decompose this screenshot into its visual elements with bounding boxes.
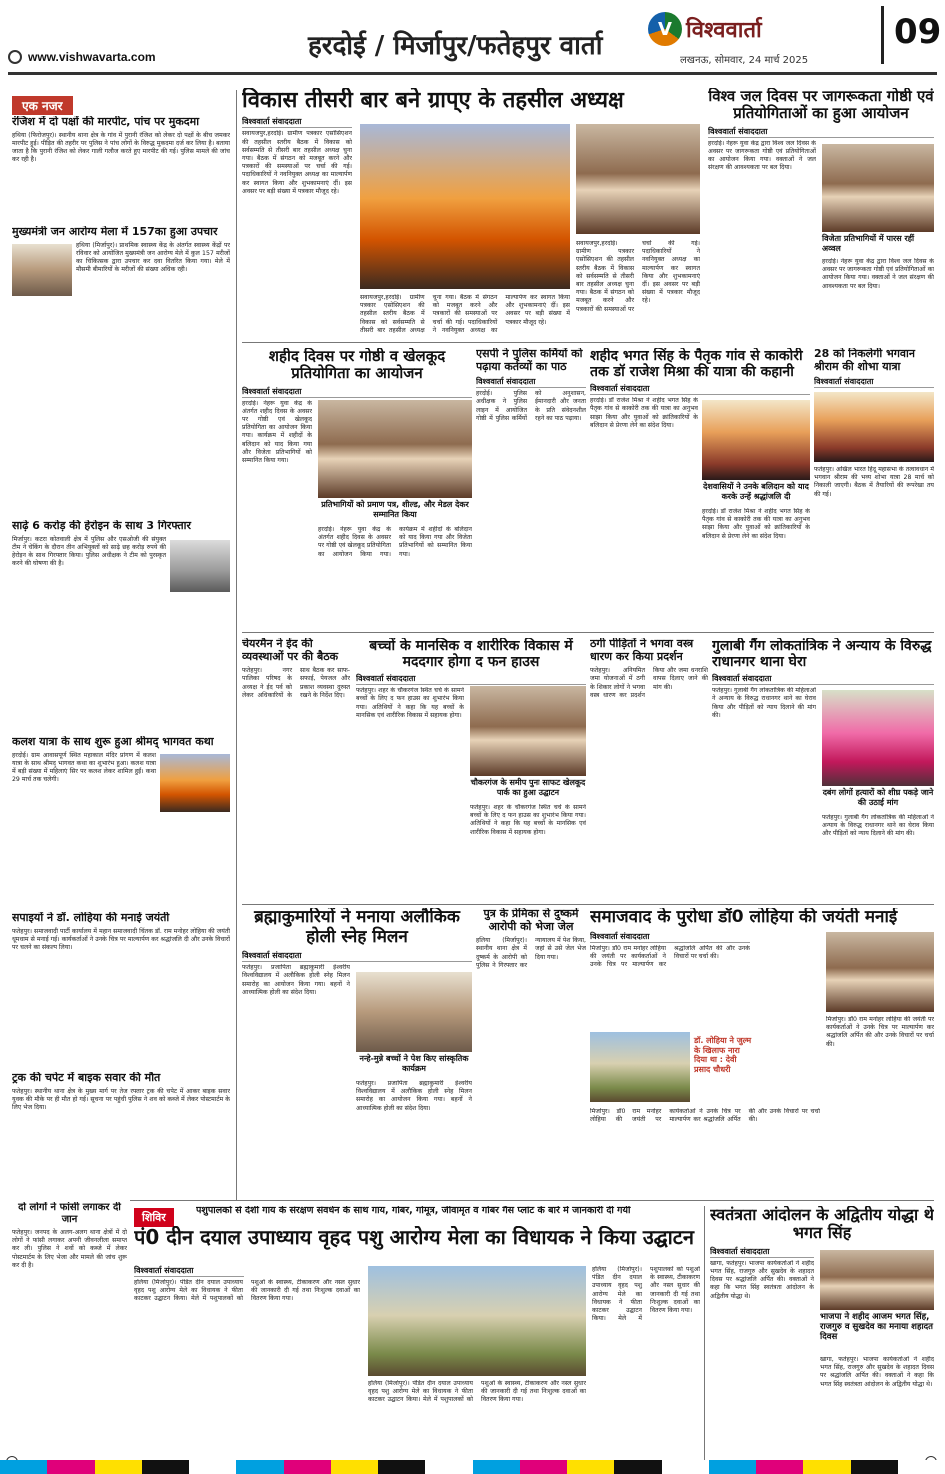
shivir-photo (368, 1266, 586, 1376)
brief-body: हरदोई। ग्राम आवासपूर्ण स्थित महाकाल मंदिर प्रांगण में कलश यात्रा के साथ श्रीमद् भागवत कथा का शुभारंभ हुआ। कलश यात्रा में बड़ी संख्या में महिलाएं सिर पर कलश लेकर शामिल हुईं। कथा 29 मार्च तक चलेगी। (12, 751, 156, 784)
shivir-article (134, 1262, 700, 1462)
article-photo (702, 400, 810, 480)
article-quote: भाजपा ने शहीद आजम भगत सिंह, राजगुरु व सुखदेव का मनाया शहादत दिवस (820, 1312, 934, 1343)
masthead-rule (8, 72, 937, 75)
column-divider (236, 90, 237, 1200)
shivir-headline: पं0 दीन दयाल उपाध्याय वृहद पशु आरोग्य मेला का विधायक ने किया उद्घाटन (134, 1226, 694, 1249)
shivir-headline-box (134, 1226, 700, 1262)
article-headline: शहीद दिवस पर गोष्ठी व खेलकूद प्रतियोगिता का आयोजन (268, 348, 446, 383)
edition-date: लखनऊ, सोमवार, 24 मार्च 2025 (680, 55, 809, 66)
article-headline: शहीद भगत सिंह के पैतृक गांव से काकोरी तक डॉ राजेश मिश्रा की यात्रा की कहानी (590, 348, 803, 381)
article-body: फतेहपुर। नगर पालिका परिषद के अध्यक्ष ने ईद पर्व को लेकर अधिकारियों के साथ बैठक कर साफ-सफाई, पेयजल और प्रकाश व्यवस्था दुरुस्त रखने के निर्देश दिए। (242, 667, 350, 699)
article-photo-caption: डॉ. लोहिया ने जुल्म के खिलाफ नारा दिया था : देवी प्रसाद चौधरी (694, 1036, 752, 1074)
brief-lohia-sapa (12, 912, 230, 1067)
article-headline: बच्चों के मानसिक व शारीरिक विकास में मददगार होगा द फन हाउस (369, 638, 573, 671)
article-headline: 28 को निकलेगी भगवान श्रीराम की शोभा यात्रा (814, 348, 915, 373)
article-body: फतेहपुर। प्रजापिता ब्रह्माकुमारी ईश्वरीय विश्वविद्यालय में अलौकिक होली स्नेह मिलन समारोह का आयोजन किया गया। बहनों ने आध्यात्मिक होली का संदेश दिया। (242, 964, 350, 996)
article-brahmakumari (242, 908, 472, 1198)
article-headline: विश्व जल दिवस पर जागरूकता गोष्ठी एवं प्रतियोगिताओं का हुआ आयोजन (708, 88, 934, 123)
article-headline: एसपी ने पुलिस कर्मियों को पढ़ाया कर्तव्यों का पाठ (476, 348, 583, 373)
article-byline: विश्ववार्ता संवाददाता (590, 931, 750, 943)
article-byline: विश्ववार्ता संवाददाता (710, 1246, 814, 1258)
article-photo (356, 972, 472, 1052)
article-headline: गुलाबी गैंग लोकतांत्रिक ने अन्याय के विरुद्ध राधानगर थाना घेरा (712, 638, 932, 671)
article-body: हरदोई। डॉ राजेश मिश्रा ने शहीद भगत सिंह के पैतृक गांव से काकोरी तक की यात्रा का अनुभव साझा किया और युवाओं को क्रांतिकारियों के बलिदान से प्रेरणा लेने का संदेश दिया। (590, 397, 698, 429)
article-body: खागा, फतेहपुर। भाजपा कार्यकर्ताओं ने शहीद भगत सिंह, राजगुरु और सुखदेव के शहादत दिवस पर श्रद्धांजलि अर्पित की। वक्ताओं ने कहा कि भगत सिंह स्वतंत्रता आंदोलन के अद्वितीय योद्धा थे। (710, 1259, 814, 1300)
article-body: हरदोई। पुलिस अधीक्षक ने पुलिस लाइन में आयोजित गोष्ठी में पुलिस कर्मियों को अनुशासन, ईमानदारी और जनता के प्रति संवेदनशील रहने का पाठ पढ़ाया। (476, 390, 586, 422)
lead-headline: विकास तीसरी बार बने ग्राप्ए के तहसील अध्यक्ष (242, 88, 624, 113)
article-photo-caption: नन्हे-मुन्ने बच्चों ने पेश किए सांस्कृतिक कार्यक्रम (359, 1054, 469, 1073)
article-body-cont: हरदोई। नेहरू युवा केंद्र द्वारा विश्व जल दिवस के अवसर पर जागरूकता गोष्ठी एवं प्रतियोगिताओं का आयोजन किया गया। वक्ताओं ने जल संरक्षण की आवश्यकता पर बल दिया। (822, 258, 934, 290)
column-divider (704, 1206, 705, 1462)
article-fun-house (356, 638, 586, 900)
brief-headline: मुख्यमंत्री जन आरोग्य मेला में 157का हुआ उपचार (12, 226, 218, 238)
article-shobha-yatra (814, 348, 934, 628)
article-bhagat-singh-gaon (590, 348, 810, 628)
article-photo-caption: देशवासियों ने उनके बलिदान को याद करके उन्हें श्रद्धांजलि दी (703, 482, 809, 501)
brief-photo (170, 540, 230, 592)
lead-photo-main (360, 124, 570, 289)
lead-byline: विश्ववार्ता संवाददाता (242, 116, 352, 128)
article-headline: ठगी पीड़ितों ने भगवा वस्त्र धारण कर किया प्रदर्शन (590, 638, 694, 663)
lead-body-col3: सवायजपुर,हरदोई। ग्रामीण पत्रकार एसोसिएशन की तहसील स्तरीय बैठक में विकास को सर्वसम्मति से तीसरी बार तहसील अध्यक्ष चुना गया। बैठक में संगठन को मजबूत करने और पत्रकारों की समस्याओं पर चर्चा की गई। पदाधिकारियों ने नवनियुक्त अध्यक्ष का माल्यार्पण कर स्वागत किया और शुभकामनाएं दीं। इस अवसर पर बड़ी संख्या में पत्रकार मौजूद रहे। (360, 294, 570, 334)
article-byline: विश्ववार्ता संवाददाता (356, 673, 586, 685)
globe-icon (8, 50, 22, 64)
brief-body: फतेहपुर। समाजवादी पार्टी कार्यालय में महान समाजवादी चिंतक डॉ. राम मनोहर लोहिया की जयंती धूमधाम से मनाई गई। कार्यकर्ताओं ने उनके चित्र पर माल्यार्पण कर श्रद्धांजलि दी और उनके विचारों पर चलने का संकल्प लिया। (12, 927, 230, 952)
article-headline: चेयरमैन ने ईद की व्यवस्थाओं पर की बैठक (242, 638, 339, 663)
brand-logo (648, 12, 762, 46)
article-shaheed-goshthi (242, 348, 472, 628)
brief-truck-accident (12, 1072, 230, 1192)
lead-body-col1: सवायजपुर,हरदोई। ग्रामीण पत्रकार एसोसिएशन की तहसील स्तरीय बैठक में विकास को सर्वसम्मति से तीसरी बार तहसील अध्यक्ष चुना गया। बैठक में संगठन को मजबूत करने और पत्रकारों की समस्याओं पर चर्चा की गई। पदाधिकारियों ने नवनियुक्त अध्यक्ष का माल्यार्पण कर स्वागत किया और शुभकामनाएं दीं। इस अवसर पर बड़ी संख्या में पत्रकार मौजूद रहे। (242, 130, 352, 195)
article-body-cont: फतेहपुर। शहर के चौकरगंज स्थित चर्च के सामने बच्चों के लिए द फन हाउस का शुभारंभ किया गया। अतिथियों ने कहा कि यह बच्चों के मानसिक एवं शारीरिक विकास में सहायक होगा। (470, 804, 586, 836)
article-photo-caption: विजेता प्रतिभागियों में पारस रहीं अव्वल (822, 234, 915, 253)
article-body-cont: हरदोई। नेहरू युवा केंद्र के अंतर्गत शहीद दिवस के अवसर पर गोष्ठी एवं खेलकूद प्रतियोगिता का आयोजन किया गया। कार्यक्रम में शहीदों के बलिदान को याद किया गया और विजेता प्रतिभागियों को सम्मानित किया गया। (318, 526, 472, 558)
article-byline: विश्ववार्ता संवाददाता (814, 376, 934, 388)
article-body-cont: खागा, फतेहपुर। भाजपा कार्यकर्ताओं ने शहीद भगत सिंह, राजगुरु और सुखदेव के शहादत दिवस पर श्रद्धांजलि अर्पित की। वक्ताओं ने कहा कि भगत सिंह स्वतंत्रता आंदोलन के अद्वितीय योद्धा थे। (820, 1356, 934, 1388)
article-body: फतेहपुर। अखिल भारत हिंदू महासभा के तत्वावधान में भगवान श्रीराम की भव्य शोभा यात्रा 28 मार्च को निकाली जाएगी। बैठक में तैयारियों की रूपरेखा तय की गई। (814, 466, 934, 498)
article-body-cont: फतेहपुर। गुलाबी गैंग लोकतांत्रिक की महिलाओं ने अन्याय के विरुद्ध राधानगर थाने का घेराव किया और पीड़ितों को न्याय दिलाने की मांग की। (822, 814, 934, 838)
row-divider (242, 904, 934, 905)
shivir-body-side: हलिया (मिर्जापुर)। पंडित दीन दयाल उपाध्याय वृहद पशु आरोग्य मेले का विधायक ने फीता काटकर उद्घाटन किया। मेले में पशुपालकों को पशुओं के स्वास्थ्य, टीकाकरण और नस्ल सुधार की जानकारी दी गई तथा निःशुल्क दवाओं का वितरण किया गया। (592, 1266, 700, 1323)
page-number: 09 (881, 6, 937, 64)
article-premika (476, 908, 586, 1198)
color-calibration-strip (0, 1460, 945, 1474)
article-byline: विश्ववार्ता संवाददाता (708, 126, 934, 138)
article-gulabi-gang (712, 638, 934, 900)
shivir-body-cont: हलिया (मिर्जापुर)। पंडित दीन दयाल उपाध्याय वृहद पशु आरोग्य मेले का विधायक ने फीता काटकर उद्घाटन किया। मेले में पशुपालकों को पशुओं के स्वास्थ्य, टीकाकरण और नस्ल सुधार की जानकारी दी गई तथा निःशुल्क दवाओं का वितरण किया गया। (368, 1380, 586, 1404)
brief-headline: सपाइयों ने डॉ. लोहिया की मनाई जयंती (12, 912, 170, 924)
article-byline: विश्ववार्ता संवाददाता (590, 383, 810, 395)
lead-article (242, 88, 700, 338)
brief-headline: कलश यात्रा के साथ शुरू हुआ श्रीमद् भागवत कथा (12, 736, 214, 748)
article-body-cont: मिर्जापुर। डॉ0 राम मनोहर लोहिया की जयंती पर कार्यकर्ताओं ने उनके चित्र पर माल्यार्पण कर श्रद्धांजलि अर्पित की और उनके विचारों पर चर्चा की। (590, 1108, 820, 1124)
shivir-strap-text: पशुपालकों से देशी गाय के संरक्षण संवर्धन के साथ गाय, गोबर, गोमूत्र, जीवामृत व गोबर गैस प्लांट के बारे में जानकारी दी गयी (196, 1206, 631, 1216)
article-photo (470, 686, 586, 776)
article-body-cont: फतेहपुर। प्रजापिता ब्रह्माकुमारी ईश्वरीय विश्वविद्यालय में अलौकिक होली स्नेह मिलन समारोह का आयोजन किया गया। बहनों ने आध्यात्मिक होली का संदेश दिया। (356, 1080, 472, 1112)
row-divider (242, 342, 700, 343)
article-headline: पुत्र के प्रेमिका से दुष्कर्म आरोपी को भेजा जेल (483, 908, 579, 933)
article-body: हरदोई। नेहरू युवा केंद्र द्वारा विश्व जल दिवस के अवसर पर जागरूकता गोष्ठी एवं प्रतियोगिताओं का आयोजन किया गया। वक्ताओं ने जल संरक्षण की आवश्यकता पर बल दिया। (708, 139, 816, 172)
shivir-body: हलिया (मिर्जापुर)। पंडित दीन दयाल उपाध्याय वृहद पशु आरोग्य मेले का विधायक ने फीता काटकर उद्घाटन किया। मेले में पशुपालकों को पशुओं के स्वास्थ्य, टीकाकरण और नस्ल सुधार की जानकारी दी गई तथा निःशुल्क दवाओं का वितरण किया गया। (134, 1279, 360, 1303)
article-body-side: मिर्जापुर। डॉ0 राम मनोहर लोहिया की जयंती पर कार्यकर्ताओं ने उनके चित्र पर माल्यार्पण कर श्रद्धांजलि अर्पित की और उनके विचारों पर चर्चा की। (826, 1016, 934, 1048)
row-divider (242, 632, 934, 633)
article-body-cont: हरदोई। डॉ राजेश मिश्रा ने शहीद भगत सिंह के पैतृक गांव से काकोरी तक की यात्रा का अनुभव साझा किया और युवाओं को क्रांतिकारियों के बलिदान से प्रेरणा लेने का संदेश दिया। (702, 508, 810, 540)
article-thagi (590, 638, 708, 900)
brief-phansi (12, 1202, 127, 1457)
article-byline: विश्ववार्ता संवाददाता (712, 673, 934, 685)
brief-photo (160, 754, 230, 812)
article-bhagat-yoddha (710, 1206, 934, 1462)
article-body: हलिया (मिर्जापुर)। स्थानीय थाना क्षेत्र में दुष्कर्म के आरोपी को पुलिस ने गिरफ्तार कर न्यायालय में पेश किया, जहां से उसे जेल भेज दिया गया। (476, 937, 586, 969)
article-body: हरदोई। नेहरू युवा केंद्र के अंतर्गत शहीद दिवस के अवसर पर गोष्ठी एवं खेलकूद प्रतियोगिता का आयोजन किया गया। कार्यक्रम में शहीदों के बलिदान को याद किया गया और विजेता प्रतिभागियों को सम्मानित किया गया। (242, 399, 312, 464)
article-photo-caption: दबंग लोगों हत्यारों को शीघ्र पकड़े जाने की उठाई मांग (822, 788, 934, 807)
article-photo (590, 1032, 690, 1102)
brief-body: हथिया (फिरोजपुर)। स्थानीय थाना क्षेत्र के गांव में पुरानी रंजिश को लेकर दो पक्षों के बीच जमकर मारपीट हुई। पीड़ित की तहरीर पर पुलिस ने पांच लोगों के विरुद्ध मुकदमा दर्ज कर लिया है। बताया जाता है कि पुरानी रंजिश को लेकर गाली गलौज करते हुए मारपीट की गई। पुलिस मामले की जांच कर रही है। (12, 131, 230, 164)
article-headline: समाजवाद के पुरोधा डॉ0 लोहिया की जयंती मनाई (590, 908, 898, 927)
article-body: फतेहपुर। गुलाबी गैंग लोकतांत्रिक की महिलाओं ने अन्याय के विरुद्ध राधानगर थाने का घेराव किया और पीड़ितों को न्याय दिलाने की मांग की। (712, 687, 816, 719)
article-photo (820, 1250, 934, 1310)
article-chairman (242, 638, 350, 900)
article-police-karmi (476, 348, 586, 628)
article-photo (822, 144, 934, 232)
shivir-byline: विश्ववार्ता संवाददाता (134, 1265, 244, 1277)
article-body: फतेहपुर। शहर के चौकरगंज स्थित चर्च के सामने बच्चों के लिए द फन हाउस का शुभारंभ किया गया। अतिथियों ने कहा कि यह बच्चों के मानसिक एवं शारीरिक विकास में सहायक होगा। (356, 687, 464, 719)
article-photo-caption: चौकरगंज के समीप पुनः साफट खेलकूद पार्क का हुआ उद्घाटन (470, 778, 586, 797)
brief-heroin (12, 520, 230, 730)
lead-photo-side (576, 124, 700, 234)
article-photo (822, 690, 934, 786)
shivir-strap (196, 1206, 700, 1226)
brief-headline: रंजिश में दो पक्षों की मारपीट, पांच पर मुकदमा (12, 116, 200, 128)
article-jal-diwas (708, 88, 934, 343)
ek-nazar-tag: एक नजर (12, 96, 73, 115)
brief-body: फतेहपुर। जनपद के अलग-अलग थाना क्षेत्रों में दो लोगों ने फांसी लगाकर अपनी जीवनलीला समाप्त कर ली। पुलिस ने शवों को कब्जे में लेकर पोस्टमार्टम के लिए भेजा और मामले की जांच शुरू कर दी है। (12, 1229, 127, 1269)
logo-v-icon: V (648, 12, 682, 46)
row-divider (130, 1200, 934, 1201)
brief-ranjish (12, 116, 230, 221)
masthead (8, 6, 942, 76)
lead-body-col2: सवायजपुर,हरदोई। ग्रामीण पत्रकार एसोसिएशन की तहसील स्तरीय बैठक में विकास को सर्वसम्मति से तीसरी बार तहसील अध्यक्ष चुना गया। बैठक में संगठन को मजबूत करने और पत्रकारों की समस्याओं पर चर्चा की गई। पदाधिकारियों ने नवनियुक्त अध्यक्ष का माल्यार्पण कर स्वागत किया और शुभकामनाएं दीं। इस अवसर पर बड़ी संख्या में पत्रकार मौजूद रहे। (576, 240, 700, 313)
section-title: हरदोई / मिर्जापुर/फतेहपुर वार्ता (308, 31, 603, 61)
logo-text: विश्ववार्ता (686, 18, 762, 43)
article-headline: स्वतंत्रता आंदोलन के अद्वितीय योद्धा थे भगत सिंह (710, 1206, 934, 1243)
brief-headline: ट्रक की चपेट में बाइक सवार की मौत (12, 1072, 161, 1084)
brief-headline: दो लोगों ने फांसी लगाकर दी जान (18, 1202, 121, 1225)
article-byline: विश्ववार्ता संवाददाता (242, 950, 472, 962)
article-photo (814, 392, 934, 462)
article-body: मिर्जापुर। डॉ0 राम मनोहर लोहिया की जयंती पर कार्यकर्ताओं ने उनके चित्र पर माल्यार्पण कर श्रद्धांजलि अर्पित की और उनके विचारों पर चर्चा की। (590, 944, 750, 968)
brief-body: फतेहपुर। स्थानीय थाना क्षेत्र के मुख्य मार्ग पर तेज रफ्तार ट्रक की चपेट में आकर बाइक सवार युवक की मौके पर ही मौत हो गई। सूचना पर पहुंची पुलिस ने शव को कब्जे में लेकर पोस्टमार्टम के लिए भेज दिया। (12, 1087, 230, 1112)
brief-body: मिर्जापुर। कटरा कोतवाली क्षेत्र में पुलिस और एसओजी की संयुक्त टीम ने चेकिंग के दौरान तीन अभियुक्तों को साढ़े छह करोड़ रुपये की हेरोइन के साथ गिरफ्तार किया। पुलिस अधीक्षक ने टीम को पुरस्कृत करने की घोषणा की है। (12, 535, 166, 568)
website-url: www.vishwavarta.com (28, 50, 156, 64)
brief-headline: साढ़े 6 करोड़ की हेरोइन के साथ 3 गिरफ्तार (12, 520, 191, 532)
shivir-tag: शिविर (134, 1208, 174, 1227)
website-link[interactable] (8, 50, 156, 64)
article-photo-2 (826, 932, 934, 1012)
brief-photo (12, 244, 72, 296)
article-byline: विश्ववार्ता संवाददाता (476, 376, 586, 388)
brief-body: हथिया (मिर्जापुर)। प्राथमिक स्वास्थ्य केंद्र के अंतर्गत स्वास्थ्य केंद्रों पर रविवार को आयोजित मुख्यमंत्री जन आरोग्य मेले में कुल 157 मरीजों का चिकित्सक द्वारा उपचार कर दवा वितरित किया गया। मेले में मौसमी बीमारियों के मरीजों की संख्या अधिक रही। (76, 241, 230, 274)
article-byline: विश्ववार्ता संवाददाता (242, 386, 472, 398)
article-lohia-jayanti (590, 908, 934, 1198)
brief-arogya-mela (12, 226, 230, 516)
article-body: फतेहपुर। अनियमित जमा योजनाओं में ठगी के शिकार लोगों ने भगवा वस्त्र धारण कर प्रदर्शन किया और जमा धनराशि वापस दिलाए जाने की मांग की। (590, 667, 708, 699)
brief-kalash-yatra (12, 736, 230, 908)
article-headline: ब्रह्माकुमारियों ने मनाया अलौकिक होली स्नेह मिलन (254, 908, 460, 947)
article-photo (318, 400, 472, 498)
article-photo-caption: प्रतिभागियों को प्रमाण पत्र, शील्ड, और मेडल देकर सम्मानित किया (321, 500, 469, 519)
